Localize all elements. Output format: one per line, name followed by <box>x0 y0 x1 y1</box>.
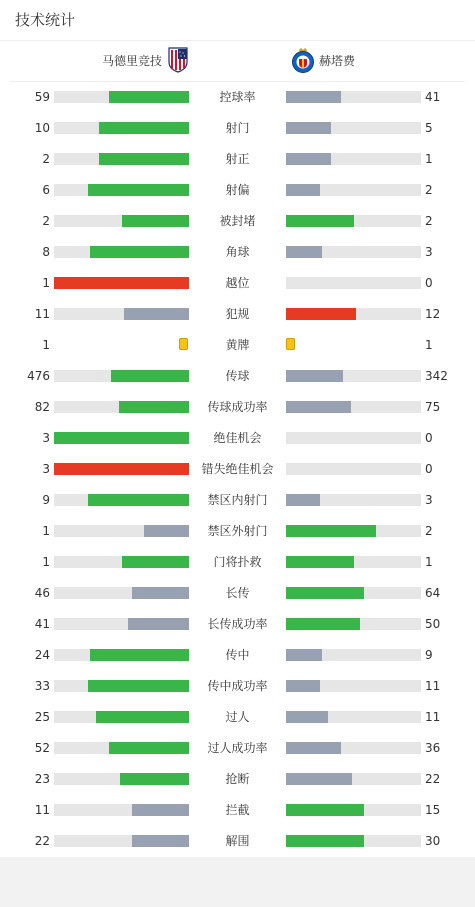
home-stat-bar-fill <box>111 370 189 382</box>
yellow-card-icon <box>286 338 295 350</box>
away-stat-bar-fill <box>286 804 364 816</box>
stat-row <box>0 764 475 795</box>
away-stat-bar-fill <box>286 122 331 134</box>
away-stat-bar-fill <box>286 587 364 599</box>
away-stat-bar-fill <box>286 649 322 661</box>
stat-label: 射偏 <box>225 183 250 197</box>
away-stat-value: 1 <box>425 152 433 166</box>
away-stat-bar-fill <box>286 835 364 847</box>
stat-row <box>0 671 475 702</box>
home-stat-bar <box>54 91 189 103</box>
getafe-crest-icon <box>291 47 315 76</box>
away-stat-value: 64 <box>425 586 441 600</box>
stat-label: 角球 <box>225 245 250 259</box>
home-stat-bar-fill <box>99 153 189 165</box>
home-stat-bar <box>54 370 189 382</box>
home-stat-bar <box>54 246 189 258</box>
stat-label: 传中 <box>225 648 250 662</box>
away-stat-bar-fill <box>286 401 351 413</box>
stat-row <box>0 113 475 144</box>
stat-row <box>0 640 475 671</box>
away-stat-value: 12 <box>425 307 441 321</box>
stat-label: 门将扑救 <box>213 555 262 569</box>
away-stat-bar <box>286 184 421 196</box>
away-stat-bar <box>286 804 421 816</box>
home-stat-bar <box>54 308 189 320</box>
home-stat-bar <box>54 401 189 413</box>
home-stat-bar <box>54 773 189 785</box>
away-stat-value: 41 <box>425 90 441 104</box>
away-stat-value: 3 <box>425 245 433 259</box>
home-stat-bar-fill <box>90 246 189 258</box>
home-stat-bar <box>54 463 189 475</box>
away-stat-value: 2 <box>425 183 433 197</box>
home-stat-value: 2 <box>42 214 50 228</box>
away-team-name: 赫塔费 <box>319 54 356 68</box>
home-stat-value: 9 <box>42 493 50 507</box>
home-stat-bar-fill <box>90 649 189 661</box>
away-stat-bar-fill <box>286 711 328 723</box>
away-stat-bar <box>286 711 421 723</box>
away-stat-bar-fill <box>286 184 320 196</box>
away-stat-bar <box>286 680 421 692</box>
away-stat-value: 0 <box>425 276 433 290</box>
away-stat-value: 3 <box>425 493 433 507</box>
away-stat-bar-fill <box>286 370 343 382</box>
stat-label: 绝佳机会 <box>213 431 262 445</box>
home-stat-bar-fill <box>88 184 189 196</box>
home-stat-value: 41 <box>34 617 50 631</box>
away-stat-value: 5 <box>425 121 433 135</box>
stat-label: 禁区内射门 <box>207 493 268 507</box>
away-stat-bar <box>286 246 421 258</box>
stat-label: 传球成功率 <box>207 400 268 414</box>
divider <box>0 40 475 41</box>
stat-row <box>0 423 475 454</box>
away-stat-value: 2 <box>425 524 433 538</box>
away-stat-bar-fill <box>286 556 354 568</box>
away-stat-value: 30 <box>425 834 441 848</box>
away-stat-bar <box>286 215 421 227</box>
stat-row <box>0 144 475 175</box>
stat-label: 被封堵 <box>219 214 256 228</box>
away-stat-value: 11 <box>425 710 441 724</box>
home-stat-bar <box>54 215 189 227</box>
home-stat-bar <box>54 587 189 599</box>
stats-list <box>0 82 475 857</box>
home-stat-bar <box>54 618 189 630</box>
home-stat-value: 46 <box>34 586 50 600</box>
atletico-crest-icon <box>168 47 188 76</box>
away-stat-bar <box>286 618 421 630</box>
away-stat-bar <box>286 649 421 661</box>
stat-label: 抢断 <box>225 772 250 786</box>
away-stat-bar <box>286 401 421 413</box>
stat-label: 长传成功率 <box>207 617 268 631</box>
away-stat-bar-fill <box>286 680 320 692</box>
away-stat-bar-fill <box>286 308 356 320</box>
away-stat-value: 2 <box>425 214 433 228</box>
stat-row <box>0 392 475 423</box>
home-stat-bar-fill <box>54 463 189 475</box>
home-stat-bar-fill <box>96 711 189 723</box>
home-stat-bar <box>54 122 189 134</box>
home-stat-bar-fill <box>99 122 189 134</box>
stat-row <box>0 175 475 206</box>
home-stat-bar-fill <box>88 680 189 692</box>
home-stat-value: 1 <box>42 338 50 352</box>
away-stat-value: 11 <box>425 679 441 693</box>
stat-row <box>0 361 475 392</box>
away-stat-bar-fill <box>286 215 354 227</box>
home-stat-bar <box>54 525 189 537</box>
away-stat-value: 75 <box>425 400 441 414</box>
home-stat-bar <box>54 153 189 165</box>
home-stat-value: 22 <box>34 834 50 848</box>
stat-row <box>0 516 475 547</box>
home-stat-value: 11 <box>34 307 50 321</box>
stat-row <box>0 82 475 113</box>
stat-label: 过人成功率 <box>207 741 268 755</box>
home-stat-value: 1 <box>42 555 50 569</box>
away-stat-bar <box>286 587 421 599</box>
home-stat-bar-fill <box>132 835 189 847</box>
home-stat-bar <box>54 835 189 847</box>
home-stat-value: 82 <box>34 400 50 414</box>
home-stat-bar-fill <box>132 587 189 599</box>
home-stat-bar <box>54 556 189 568</box>
home-stat-value: 52 <box>34 741 50 755</box>
stat-row <box>0 268 475 299</box>
home-stat-bar <box>54 494 189 506</box>
home-stat-value: 23 <box>34 772 50 786</box>
home-stat-value: 1 <box>42 524 50 538</box>
away-stat-bar <box>286 494 421 506</box>
away-stat-value: 0 <box>425 431 433 445</box>
home-stat-bar-fill <box>109 742 189 754</box>
home-stat-bar-fill <box>122 556 190 568</box>
home-stat-bar <box>54 680 189 692</box>
away-stat-bar-fill <box>286 153 331 165</box>
away-team[interactable] <box>291 47 355 75</box>
away-stat-bar <box>286 773 421 785</box>
stat-label: 控球率 <box>219 90 256 104</box>
away-stat-bar <box>286 742 421 754</box>
home-stat-bar-fill <box>119 401 189 413</box>
stat-label: 黄牌 <box>225 338 250 352</box>
home-stat-bar <box>54 184 189 196</box>
stat-label: 错失绝佳机会 <box>201 462 274 476</box>
stat-row <box>0 206 475 237</box>
away-stat-bar <box>286 153 421 165</box>
stat-row <box>0 237 475 268</box>
stat-label: 拦截 <box>225 803 250 817</box>
stat-row <box>0 485 475 516</box>
away-stat-bar <box>286 432 421 444</box>
stat-label: 传中成功率 <box>207 679 268 693</box>
home-stat-bar-fill <box>88 494 189 506</box>
away-stat-bar <box>286 277 421 289</box>
home-stat-bar-fill <box>54 277 189 289</box>
stat-row <box>0 702 475 733</box>
stat-label: 长传 <box>225 586 250 600</box>
stat-label: 越位 <box>225 276 250 290</box>
away-stat-value: 1 <box>425 338 433 352</box>
stat-label: 解围 <box>225 834 250 848</box>
away-stat-value: 0 <box>425 462 433 476</box>
away-stat-bar <box>286 370 421 382</box>
stat-row <box>0 454 475 485</box>
home-stat-bar-fill <box>109 91 189 103</box>
home-stat-bar <box>54 432 189 444</box>
away-stat-bar-fill <box>286 618 360 630</box>
home-stat-value: 8 <box>42 245 50 259</box>
home-stat-bar-fill <box>124 308 189 320</box>
page-title: 技术统计 <box>15 11 76 29</box>
home-stat-value: 24 <box>34 648 50 662</box>
home-stat-bar <box>54 711 189 723</box>
stat-label: 犯规 <box>225 307 250 321</box>
stat-row <box>0 733 475 764</box>
away-stat-bar-fill <box>286 525 376 537</box>
home-stat-bar-fill <box>132 804 189 816</box>
stat-row <box>0 299 475 330</box>
away-stat-bar-fill <box>286 742 341 754</box>
away-stat-value: 22 <box>425 772 441 786</box>
home-stat-bar-fill <box>120 773 189 785</box>
away-stat-value: 342 <box>425 369 448 383</box>
stat-label: 过人 <box>225 710 250 724</box>
home-stat-bar-fill <box>122 215 190 227</box>
stat-row <box>0 826 475 857</box>
away-stat-bar-fill <box>286 91 341 103</box>
home-stat-bar-fill <box>54 432 189 444</box>
home-stat-bar-fill <box>128 618 189 630</box>
stat-row <box>0 547 475 578</box>
home-stat-value: 3 <box>42 462 50 476</box>
away-stat-value: 1 <box>425 555 433 569</box>
away-stat-bar <box>286 91 421 103</box>
away-stat-bar <box>286 308 421 320</box>
stat-label: 射门 <box>225 121 250 135</box>
away-stat-bar <box>286 556 421 568</box>
home-stat-value: 33 <box>34 679 50 693</box>
home-stat-value: 476 <box>27 369 50 383</box>
home-stat-value: 3 <box>42 431 50 445</box>
home-stat-value: 11 <box>34 803 50 817</box>
stat-label: 射正 <box>225 152 250 166</box>
away-stat-value: 36 <box>425 741 441 755</box>
home-stat-bar <box>54 277 189 289</box>
away-stat-bar <box>286 463 421 475</box>
stat-label: 传球 <box>225 369 250 383</box>
home-stat-bar <box>54 649 189 661</box>
home-stat-value: 2 <box>42 152 50 166</box>
away-stat-value: 9 <box>425 648 433 662</box>
away-stat-bar-fill <box>286 246 322 258</box>
away-stat-value: 15 <box>425 803 441 817</box>
home-stat-value: 25 <box>34 710 50 724</box>
yellow-card-icon <box>179 338 188 350</box>
home-stat-value: 10 <box>34 121 50 135</box>
away-stat-bar-fill <box>286 773 352 785</box>
stat-row <box>0 578 475 609</box>
stat-row <box>0 609 475 640</box>
home-stat-bar <box>54 804 189 816</box>
away-stat-value: 50 <box>425 617 441 631</box>
home-stat-bar-fill <box>144 525 189 537</box>
home-stat-value: 59 <box>34 90 50 104</box>
stat-row <box>0 330 475 361</box>
stat-label: 禁区外射门 <box>207 524 268 538</box>
away-stat-bar <box>286 525 421 537</box>
home-team-name: 马德里竞技 <box>101 54 162 68</box>
stat-row <box>0 795 475 826</box>
home-stat-value: 6 <box>42 183 50 197</box>
away-stat-bar <box>286 122 421 134</box>
home-team[interactable] <box>102 47 188 75</box>
home-stat-bar <box>54 742 189 754</box>
home-stat-value: 1 <box>42 276 50 290</box>
away-stat-bar <box>286 835 421 847</box>
away-stat-bar-fill <box>286 494 320 506</box>
